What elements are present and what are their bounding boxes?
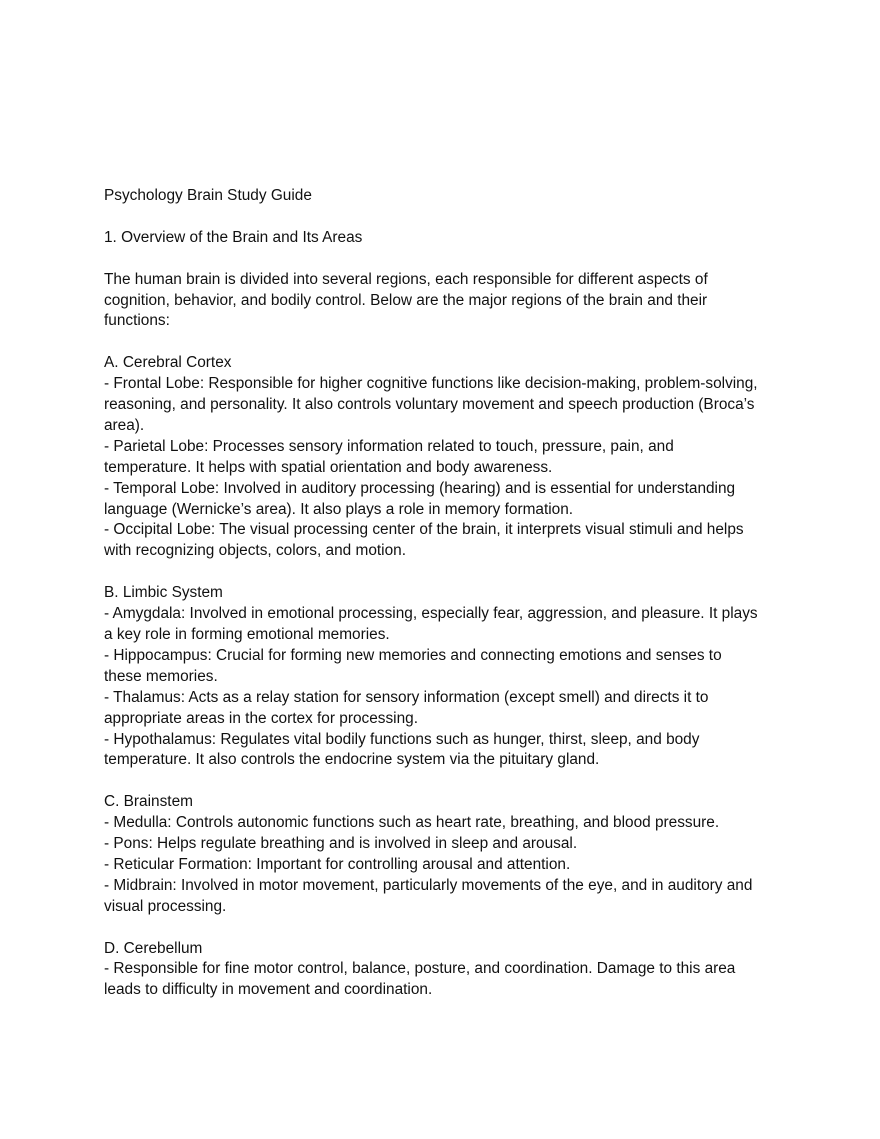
text-line: area). — [104, 416, 145, 434]
spacer — [104, 771, 784, 792]
text-line: - Hypothalamus: Regulates vital bodily functions such as hunger, thirst, sleep, and body — [104, 730, 700, 748]
intro-line: functions: — [104, 312, 170, 330]
subsection-heading: A. Cerebral Cortex — [104, 354, 232, 372]
text-line: visual processing. — [104, 897, 227, 915]
spacer — [104, 332, 784, 353]
text-line: - Occipital Lobe: The visual processing center of the brain, it interprets visual stimuli and helps — [104, 521, 744, 539]
text-line: leads to difficulty in movement and coordination. — [104, 981, 433, 999]
intro-line: cognition, behavior, and bodily control. Below are the major regions of the brain and their — [104, 291, 708, 309]
document-page — [104, 186, 784, 1001]
text-line: language (Wernicke’s area). It also plays a role in memory formation. — [104, 500, 574, 518]
text-line: - Midbrain: Involved in motor movement, particularly movements of the eye, and in auditory and — [104, 876, 753, 894]
spacer — [104, 918, 784, 939]
text-line: - Hippocampus: Crucial for forming new memories and connecting emotions and senses to — [104, 646, 722, 664]
text-line: - Frontal Lobe: Responsible for higher cognitive functions like decision-making, problem-solving, — [104, 375, 758, 393]
text-line: these memories. — [104, 667, 218, 685]
text-line: - Pons: Helps regulate breathing and is involved in sleep and arousal. — [104, 835, 578, 853]
section-heading: 1. Overview of the Brain and Its Areas — [104, 228, 363, 246]
text-line: - Amygdala: Involved in emotional processing, especially fear, aggression, and pleasure. It plays — [104, 605, 758, 623]
text-line: - Reticular Formation: Important for controlling arousal and attention. — [104, 855, 571, 873]
cerebellum-section — [104, 939, 784, 1002]
subsection-heading: B. Limbic System — [104, 584, 223, 602]
spacer — [104, 207, 784, 228]
text-line: - Medulla: Controls autonomic functions such as heart rate, breathing, and blood pressure. — [104, 814, 720, 832]
spacer — [104, 562, 784, 583]
spacer — [104, 249, 784, 270]
brainstem-section — [104, 792, 784, 917]
text-line: temperature. It also controls the endocrine system via the pituitary gland. — [104, 751, 600, 769]
text-line: a key role in forming emotional memories. — [104, 625, 390, 643]
text-line: appropriate areas in the cortex for processing. — [104, 709, 418, 727]
limbic-system-section — [104, 583, 784, 771]
text-line: - Responsible for fine motor control, balance, posture, and coordination. Damage to this area — [104, 960, 736, 978]
cerebral-cortex-section — [104, 353, 784, 562]
subsection-heading: C. Brainstem — [104, 793, 193, 811]
intro-line: The human brain is divided into several regions, each responsible for different aspects of — [104, 270, 708, 288]
text-line: with recognizing objects, colors, and motion. — [104, 542, 406, 560]
text-line: reasoning, and personality. It also controls voluntary movement and speech production (Broca’s — [104, 396, 755, 414]
text-line: temperature. It helps with spatial orientation and body awareness. — [104, 458, 553, 476]
text-line: - Temporal Lobe: Involved in auditory processing (hearing) and is essential for understanding — [104, 479, 736, 497]
intro-paragraph — [104, 270, 784, 333]
text-line: - Thalamus: Acts as a relay station for sensory information (except smell) and directs it to — [104, 688, 709, 706]
subsection-heading: D. Cerebellum — [104, 939, 203, 957]
text-line: - Parietal Lobe: Processes sensory information related to touch, pressure, pain, and — [104, 437, 674, 455]
document-title: Psychology Brain Study Guide — [104, 187, 312, 204]
